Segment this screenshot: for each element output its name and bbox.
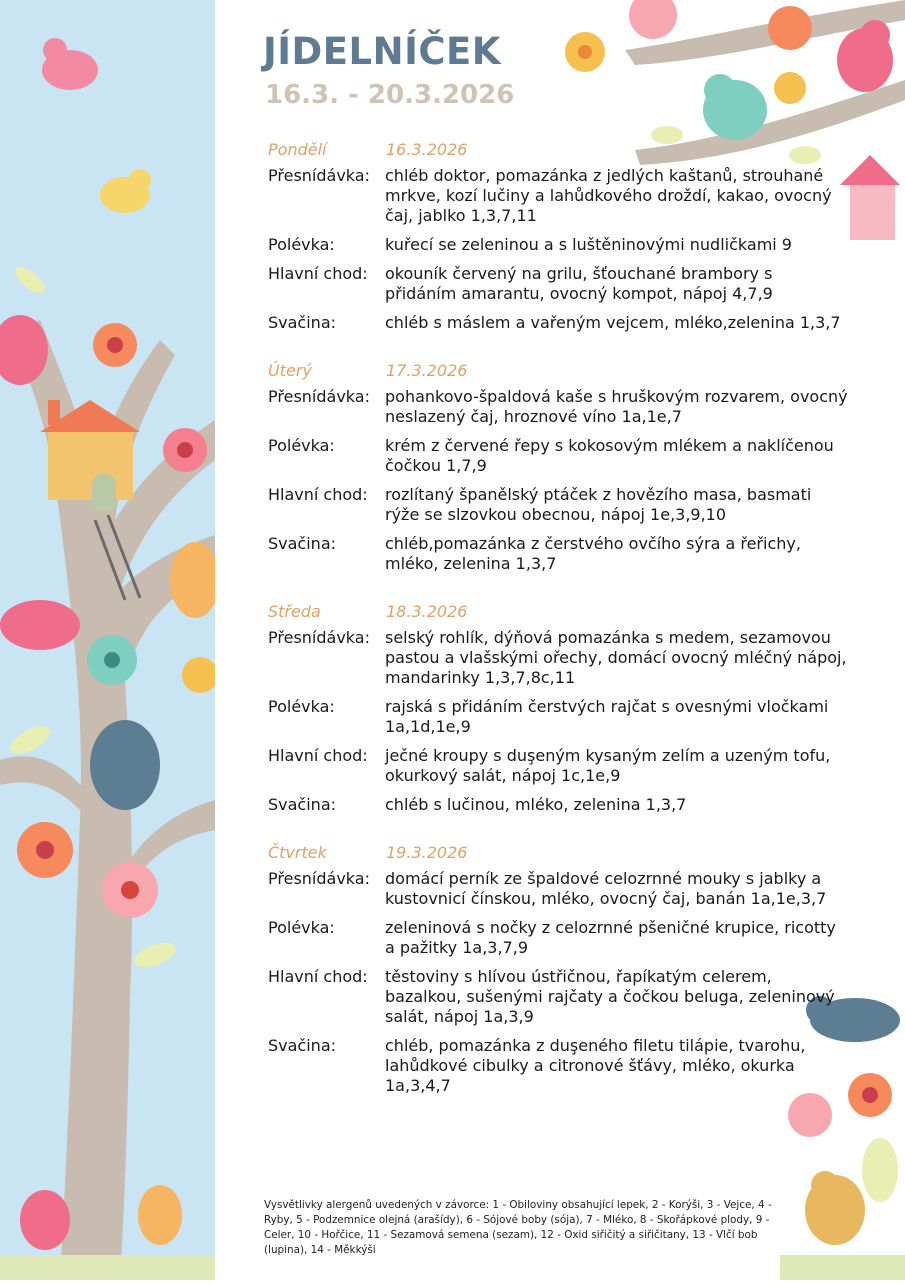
day-tuesday xyxy=(268,361,848,574)
meal-description: chléb,pomazánka z čerstvého ovčího sýra a řeřichy, mléko, zelenina 1,3,7 xyxy=(385,534,801,573)
meal-label: Svačina: xyxy=(268,534,337,553)
day-date: 18.3.2026 xyxy=(386,602,468,621)
day-date: 17.3.2026 xyxy=(386,361,468,380)
meal-label: Polévka: xyxy=(268,918,335,937)
meal-description: zeleninová s nočky z celozrnné pšeničné krupice, ricotty a pažitky 1a,3,7,9 xyxy=(385,918,836,957)
meal-label: Přesnídávka: xyxy=(268,387,370,406)
meal-row xyxy=(268,313,848,333)
meal-row xyxy=(268,235,848,255)
day-thursday xyxy=(268,843,848,1096)
meal-description: pohankovo-špaldová kaše s hruškovým rozvarem, ovocný neslazený čaj, hroznové víno 1a,1e,7 xyxy=(385,387,848,426)
day-name: Čtvrtek xyxy=(268,843,327,862)
meal-label: Hlavní chod: xyxy=(268,746,368,765)
decorative-tree-panel xyxy=(0,0,215,1280)
day-name: Pondělí xyxy=(268,140,327,159)
meal-label: Svačina: xyxy=(268,1036,337,1055)
day-heading xyxy=(268,361,848,381)
meal-description: okouník červený na grilu, šťouchané brambory s přidáním amarantu, ovocný kompot, nápoj 4,7,9 xyxy=(385,264,773,303)
meal-row xyxy=(268,166,848,226)
meal-description: rajská s přidáním čerstvých rajčat s ovesnými vločkami 1a,1d,1e,9 xyxy=(385,697,829,736)
meal-label: Přesnídávka: xyxy=(268,628,370,647)
meal-description: domácí perník ze špaldové celozrnné mouky s jablky a kustovnicí čínskou, mléko, ovocný čaj, banán 1a,1e,3,7 xyxy=(385,869,827,908)
meal-row xyxy=(268,967,848,1027)
meal-label: Hlavní chod: xyxy=(268,264,368,283)
page-title: JÍDELNÍČEK xyxy=(263,30,501,73)
day-wednesday xyxy=(268,602,848,815)
day-date: 16.3.2026 xyxy=(386,140,468,159)
meal-label: Přesnídávka: xyxy=(268,869,370,888)
meal-label: Přesnídávka: xyxy=(268,166,370,185)
meal-row xyxy=(268,264,848,304)
tree-illustration xyxy=(0,0,215,1280)
day-monday xyxy=(268,140,848,333)
day-heading xyxy=(268,602,848,622)
meal-label: Svačina: xyxy=(268,795,337,814)
weekly-menu xyxy=(268,140,848,1096)
meal-label: Polévka: xyxy=(268,436,335,455)
meal-row xyxy=(268,746,848,786)
meal-label: Hlavní chod: xyxy=(268,967,368,986)
meal-label: Polévka: xyxy=(268,697,335,716)
meal-description: ječné kroupy s duşeným kysaným zelím a uzeným tofu, okurkový salát, nápoj 1c,1e,9 xyxy=(385,746,831,785)
week-date-range: 16.3. - 20.3.2026 xyxy=(265,80,515,110)
meal-description: krém z červené řepy s kokosovým mlékem a naklíčenou čočkou 1,7,9 xyxy=(385,436,834,475)
day-date: 19.3.2026 xyxy=(386,843,468,862)
meal-label: Svačina: xyxy=(268,313,337,332)
day-name: Středa xyxy=(268,602,321,621)
day-heading xyxy=(268,140,848,160)
meal-description: těstoviny s hlívou ústřičnou, řapíkatým celerem, bazalkou, sušenými rajčaty a čočkou beluga, zeleninový salát, nápoj 1a,3,9 xyxy=(385,967,835,1026)
meal-description: chléb s máslem a vařeným vejcem, mléko,zelenina 1,3,7 xyxy=(385,313,841,332)
meal-row xyxy=(268,1036,848,1096)
meal-description: kuřecí se zeleninou a s luštěninovými nudličkami 9 xyxy=(385,235,792,254)
meal-row xyxy=(268,485,848,525)
meal-label: Polévka: xyxy=(268,235,335,254)
meal-row xyxy=(268,387,848,427)
day-name: Úterý xyxy=(268,361,312,380)
meal-description: chléb doktor, pomazánka z jedlých kaštanů, strouhané mrkve, kozí lučiny a lahůdkového droždí, kakao, ovocný čaj, jablko 1,3,7,11 xyxy=(385,166,832,225)
meal-row xyxy=(268,628,848,688)
meal-description: rozlítaný španělský ptáček z hovězího masa, basmati rýže se slzovkou obecnou, nápoj 1e,3,9,10 xyxy=(385,485,812,524)
day-heading xyxy=(268,843,848,863)
meal-row xyxy=(268,795,848,815)
meal-row xyxy=(268,697,848,737)
meal-description: chléb, pomazánka z duşeného filetu tilápie, tvarohu, lahůdkové cibulky a citronové šťávy, mléko, okurka 1a,3,4,7 xyxy=(385,1036,806,1095)
allergen-legend: Vysvětlivky alergenů uvedených v závorce: 1 - Obiloviny obsahující lepek, 2 - Korýši, 3 - Vejce, 4 - Ryby, 5 - Podzemnice olejná (arašídy), 6 - Sójové boby (sója), 7 - Mléko, 8 - Skořápkové plody, 9 - Celer, 10 - Hořčice, 11 - Sezamová semena (sezam), 12 - Oxid siřičitý a siřičitany, 13 - Vlčí bob (lupina), 14 - Měkkýši xyxy=(264,1199,772,1256)
meal-description: chléb s lučinou, mléko, zelenina 1,3,7 xyxy=(385,795,687,814)
meal-row xyxy=(268,436,848,476)
meal-row xyxy=(268,869,848,909)
meal-description: selský rohlík, dýňová pomazánka s medem, sezamovou pastou a vlašskými ořechy, domácí ovocný mléčný nápoj, mandarinky 1,3,7,8c,11 xyxy=(385,628,847,687)
meal-row xyxy=(268,918,848,958)
meal-row xyxy=(268,534,848,574)
meal-label: Hlavní chod: xyxy=(268,485,368,504)
